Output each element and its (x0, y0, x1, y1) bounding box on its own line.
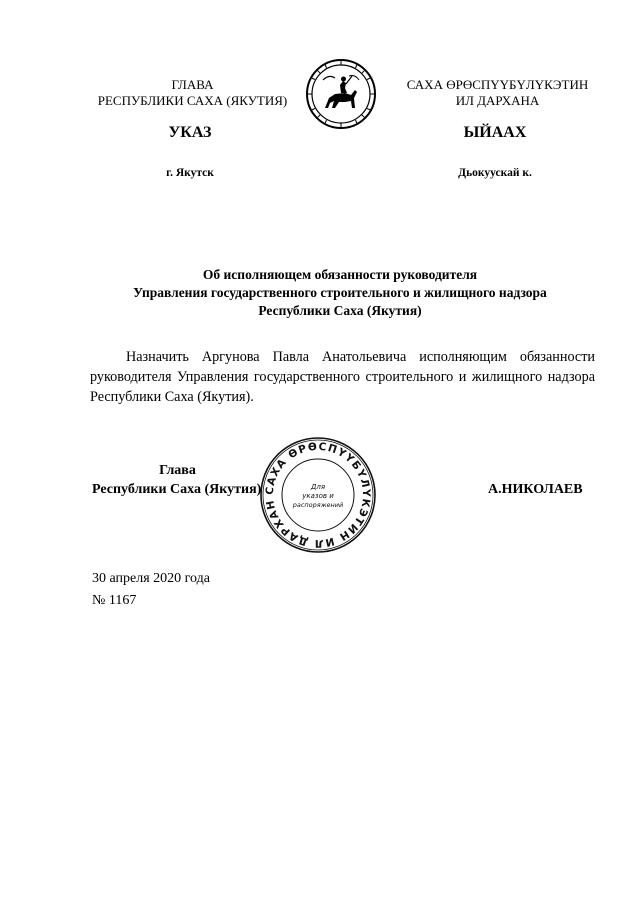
seal-center-line3: распоряжений (292, 501, 344, 509)
seal-center-line2: указов и (302, 492, 334, 500)
city-left: г. Якутск (166, 167, 214, 179)
header-left (80, 77, 305, 109)
decree-title (80, 266, 600, 320)
seal-ring-text: САХА ӨРӨСПҮҮБҮЛҮКЭТИН ИЛ ДАРХАН (263, 440, 373, 550)
doctype-right: ЫЙААХ (463, 124, 527, 141)
signature-title-line1: Глава (159, 463, 196, 478)
signatory-name: А.НИКОЛАЕВ (488, 482, 583, 497)
emblem-icon (305, 58, 377, 130)
header-right (385, 77, 610, 109)
header-left-line2: РЕСПУБЛИКИ САХА (ЯКУТИЯ) (97, 93, 288, 108)
decree-title-line3: Республики Саха (Якутия) (258, 303, 422, 318)
decree-body: Назначить Аргунова Павла Анатольевича исполняющим обязанности руководителя Управления государственного строительного и жилищного надзора Республики Саха (Якутия). (90, 349, 595, 405)
doctype-left: УКАЗ (168, 124, 212, 141)
decree-title-line1: Об исполняющем обязанности руководителя (202, 267, 478, 282)
header-right-line1: САХА ӨРӨСПҮҮБҮЛҮКЭТИН (406, 77, 589, 92)
header-left-line1: ГЛАВА (171, 77, 214, 92)
decree-date: 30 апреля 2020 года (92, 571, 210, 586)
seal-center-line1: Для (310, 483, 326, 491)
official-seal-icon (258, 435, 378, 555)
decree-number: № 1167 (92, 593, 137, 608)
city-right: Дьокуускай к. (458, 167, 532, 179)
header-right-line2: ИЛ ДАРХАНА (455, 93, 540, 108)
decree-title-line2: Управления государственного строительного и жилищного надзора (133, 285, 547, 300)
signature-title-line2: Республики Саха (Якутия) (92, 482, 262, 497)
